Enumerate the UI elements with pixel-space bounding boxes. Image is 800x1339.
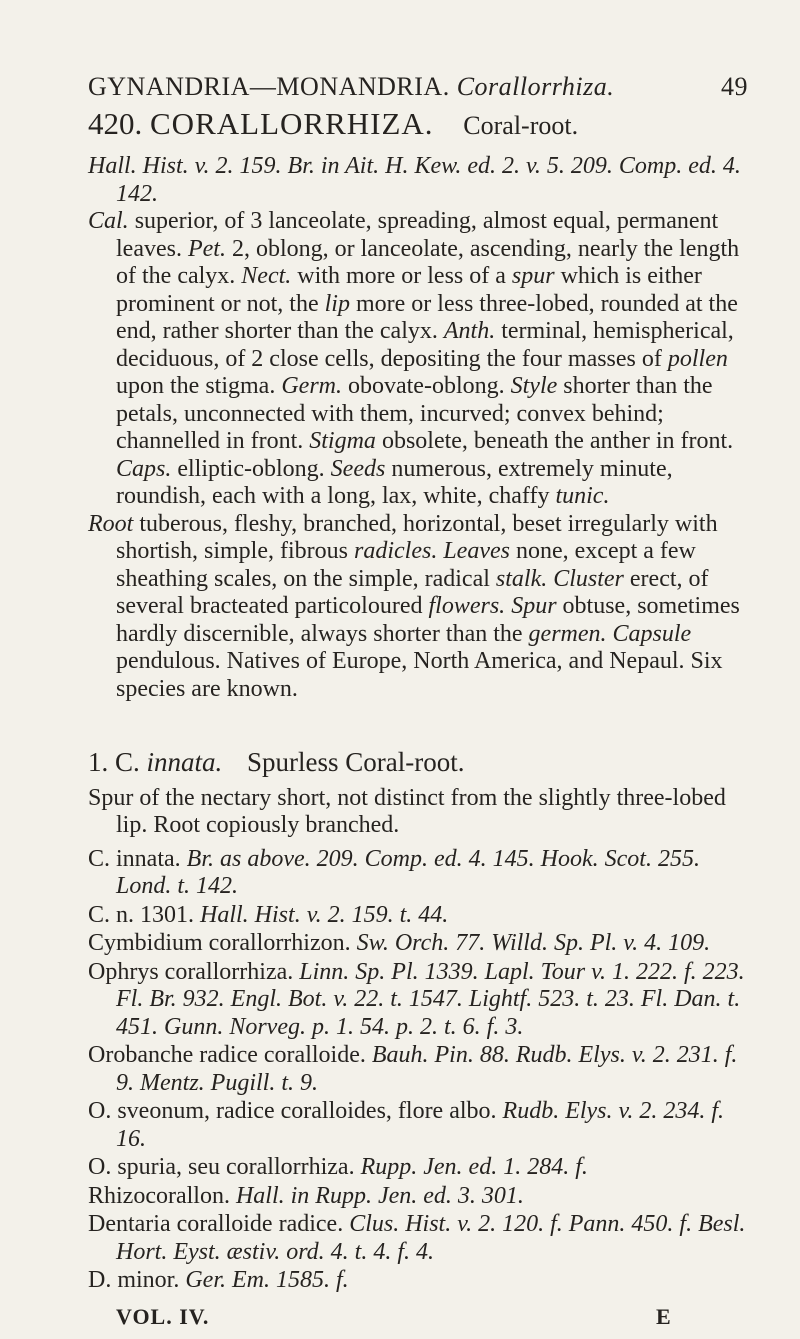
volume-label: VOL. IV. <box>116 1304 210 1329</box>
synonym-entry <box>88 1183 748 1211</box>
synonym-entry <box>88 959 748 1042</box>
desc-text: terminal, hemispherical, deciduous, of 2 close cells, depositing the four masses of <box>116 318 734 372</box>
page-footer <box>116 1304 756 1330</box>
species-number: 1. <box>88 747 109 777</box>
genus-heading <box>88 106 748 142</box>
germen-term: germen. <box>528 620 607 647</box>
species-genus-abbrev: C. <box>115 747 140 777</box>
synonym-name: Orobanche radice coralloide. <box>88 1042 366 1068</box>
species-epithet: innata. <box>146 747 223 777</box>
anth-label: Anth. <box>443 318 496 344</box>
cluster-label: Cluster <box>553 565 624 592</box>
desc-text: elliptic-oblong. <box>177 455 325 482</box>
desc-text: with more or less of a <box>297 263 506 289</box>
synonym-name: C. n. 1301. <box>88 901 195 928</box>
desc-text: superior, of 3 lanceolate, spreading, almost equal, permanent leaves. <box>116 208 719 262</box>
synonym-ref: Br. as above. 209. Comp. ed. 4. 145. Hook. Scot. 255. Lond. t. 142. <box>116 845 700 899</box>
running-head <box>88 72 748 102</box>
desc-text: obsolete, beneath the anther in front. <box>381 428 734 454</box>
synonym-name: O. spuria, seu corallorrhiza. <box>88 1154 355 1180</box>
radicles-term: radicles. <box>354 538 438 564</box>
synonym-entry <box>88 1267 748 1295</box>
running-head-genus: Corallorrhiza. <box>456 72 615 101</box>
synonym-entry <box>88 1042 748 1097</box>
capsule-label: Capsule <box>612 620 692 647</box>
spur-label: Spur <box>511 593 557 619</box>
synonym-name: Rhizocorallon. <box>88 1182 230 1209</box>
synonym-entry <box>88 902 748 930</box>
synonym-entry <box>88 846 748 901</box>
desc-text: obovate-oblong. <box>347 373 505 399</box>
synonym-ref: Rupp. Jen. ed. 1. 284. f. <box>360 1154 588 1180</box>
synonym-ref: Ger. Em. 1585. f. <box>185 1267 349 1293</box>
desc-text: upon the stigma. <box>116 373 276 399</box>
genus-number: 420. <box>88 106 143 141</box>
desc-text: numerous, extremely minute, roundish, each with a long, lax, white, chaffy <box>116 455 673 509</box>
desc-text: tuberous, fleshy, branched, horizontal, beset irregularly with shortish, simple, fibrous <box>116 510 718 564</box>
synonym-entry <box>88 1098 748 1153</box>
root-label: Root <box>88 510 134 537</box>
synonym-ref: Hall. in Rupp. Jen. ed. 3. 301. <box>235 1182 524 1209</box>
desc-text: erect, of several bracteated particoloured <box>116 565 709 619</box>
seeds-label: Seeds <box>330 455 386 482</box>
desc-text: shorter than the petals, unconnected with them, incurved; convex behind; channelled in front. <box>116 373 713 454</box>
stigma-label: Stigma <box>309 428 376 454</box>
flowers-term: flowers. <box>428 593 506 619</box>
desc-text: none, except a few sheathing scales, on the simple, radical <box>116 538 696 592</box>
synonym-name: Dentaria coralloide radice. <box>88 1211 344 1237</box>
nect-label: Nect. <box>241 263 292 289</box>
cal-label: Cal. <box>88 208 129 234</box>
synonym-ref: Bauh. Pin. 88. Rudb. Elys. v. 2. 231. f. 9. Mentz. Pugill. t. 9. <box>116 1042 738 1096</box>
generic-description <box>88 208 748 511</box>
style-label: Style <box>510 373 558 399</box>
synonym-ref: Linn. Sp. Pl. 1339. Lapl. Tour v. 1. 222. f. 223. Fl. Br. 932. Engl. Bot. v. 22. t. 1547. Lightf. 523. t. 23. Fl. Dan. t. 451. Gunn. Norveg. p. 1. 54. p. 2. t. 6. f. 3. <box>116 958 745 1040</box>
synonym-entry <box>88 1211 748 1266</box>
genus-common-name: Coral-root. <box>463 111 579 140</box>
caps-label: Caps. <box>116 455 172 482</box>
body-text <box>88 153 748 1296</box>
lip-term: lip <box>324 290 350 317</box>
genus-name: CORALLORRHIZA. <box>150 106 434 141</box>
synonym-name: D. minor. <box>88 1267 180 1293</box>
desc-text: 2, oblong, or lanceolate, ascending, nearly the length of the calyx. <box>116 235 740 289</box>
synonym-ref: Hall. Hist. v. 2. 159. t. 44. <box>200 901 449 928</box>
pollen-term: pollen <box>667 345 728 372</box>
synonym-name: Cymbidium corallorrhizon. <box>88 930 351 956</box>
synonym-entry <box>88 1154 748 1182</box>
desc-text: more or less three-lobed, rounded at the end, rather shorter than the calyx. <box>116 290 738 344</box>
species-common-name: Spurless Coral-root. <box>247 747 465 777</box>
synonymy <box>88 846 748 1295</box>
root-description <box>88 511 748 704</box>
signature-mark: E <box>656 1304 672 1329</box>
synonym-ref: Clus. Hist. v. 2. 120. f. Pann. 450. f. Besl. Hort. Eyst. æstiv. ord. 4. t. 4. f. 4. <box>116 1211 746 1265</box>
tunic-term: tunic. <box>555 483 610 509</box>
synonym-ref: Rudb. Elys. v. 2. 234. f. 16. <box>116 1098 725 1152</box>
desc-text: which is either prominent or not, the <box>116 263 702 317</box>
running-head-title: GYNANDRIA—MONANDRIA. <box>88 72 450 101</box>
genus-references: Hall. Hist. v. 2. 159. Br. in Ait. H. Kew. ed. 2. v. 5. 209. Comp. ed. 4. 142. <box>88 153 741 207</box>
germ-label: Germ. <box>281 373 342 399</box>
spur-term: spur <box>511 263 555 289</box>
species-description: Spur of the nectary short, not distinct from the slightly three-lobed lip. Root copiously branched. <box>88 784 726 838</box>
synonym-name: C. innata. <box>88 845 181 872</box>
desc-text: pendulous. Natives of Europe, North America, and Nepaul. Six species are known. <box>116 648 723 702</box>
page-number: 49 <box>721 72 748 101</box>
synonym-entry <box>88 930 748 958</box>
synonym-name: O. sveonum, radice coralloides, flore albo. <box>88 1098 497 1124</box>
leaves-label: Leaves <box>443 538 510 564</box>
pet-label: Pet. <box>187 235 226 262</box>
stalk-term: stalk. <box>495 565 548 592</box>
species-heading <box>88 749 748 777</box>
synonym-ref: Sw. Orch. 77. Willd. Sp. Pl. v. 4. 109. <box>356 930 711 956</box>
synonym-name: Ophrys corallorrhiza. <box>88 958 294 985</box>
desc-text: obtuse, sometimes hardly discernible, always shorter than the <box>116 593 740 647</box>
